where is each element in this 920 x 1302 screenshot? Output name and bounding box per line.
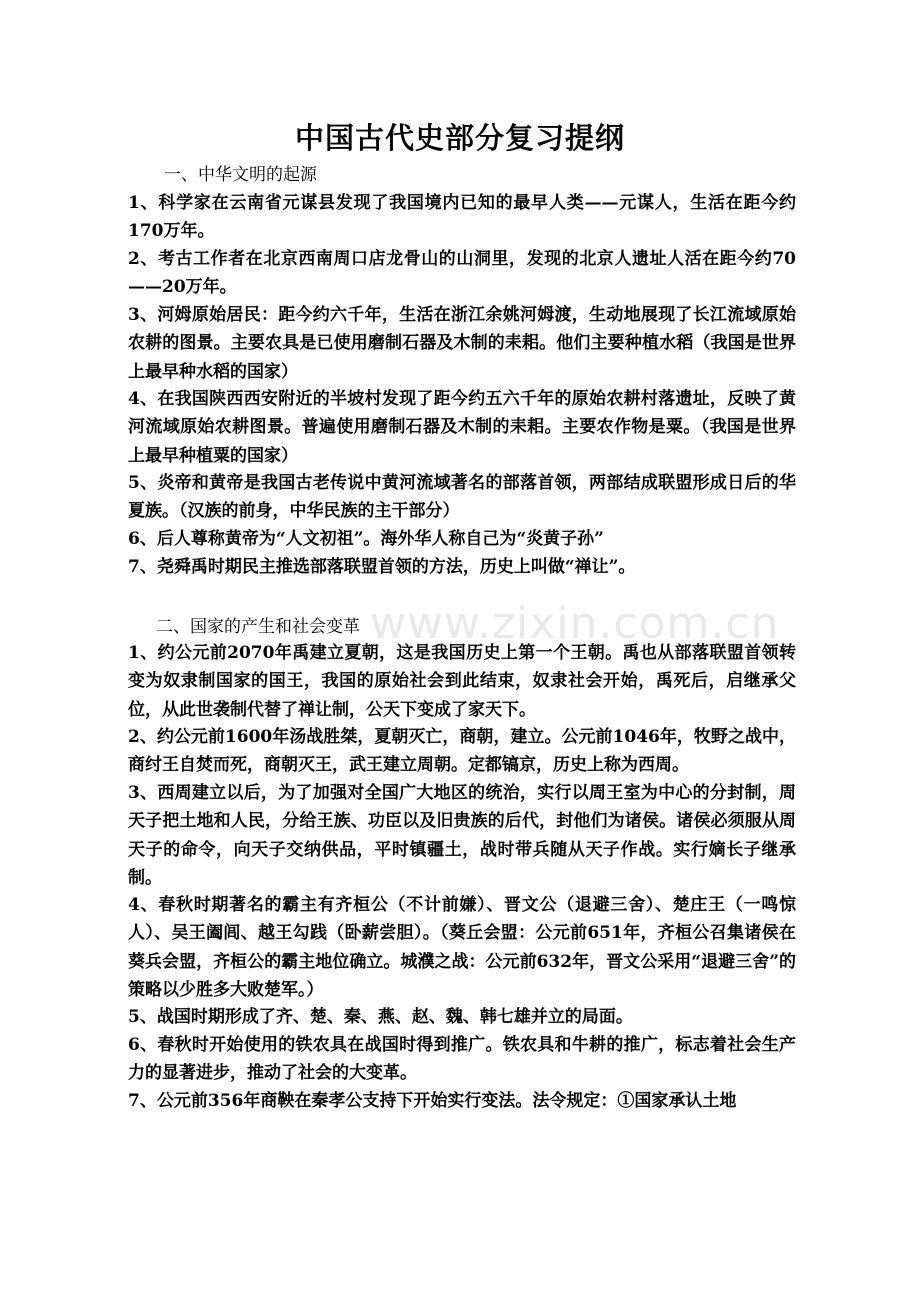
section-heading-state: 二、国家的产生和社会变革 bbox=[156, 617, 360, 637]
paragraph-1-6: 6、后人尊称黄帝为“人文初祖”。海外华人称自己为“炎黄子孙” bbox=[128, 529, 604, 549]
paragraph-1-4: 4、在我国陕西西安附近的半坡村发现了距今约五六千年的原始农耕村落遗址，反映了黄河流域原始农耕图景。普遍使用磨制石器及木制的耒耜。主要农作物是粟。（我国是世界上最早种植粟的国家） bbox=[128, 389, 796, 466]
paragraph-2-4: 4、春秋时期著名的霸主有齐桓公（不计前嫌）、晋文公（退避三舍）、楚庄王（一鸣惊人）、吴王阖闾、越王勾践（卧薪尝胆）。（葵丘会盟：公元前651年，齐桓公召集诸侯在葵兵会盟，齐桓公的霸主地位确立。城濮之战：公元前632年，晋文公采用“退避三舍”的策略以少胜多大败楚军。） bbox=[128, 895, 796, 1001]
paragraph-2-6: 6、春秋时开始使用的铁农具在战国时得到推广。铁农具和牛耕的推广，标志着社会生产力的显著进步，推动了社会的大变革。 bbox=[128, 1035, 796, 1084]
watermark: www.zixin.com.cn bbox=[370, 598, 780, 649]
paragraph-1-5: 5、炎帝和黄帝是我国古老传说中黄河流域著名的部落首领，两部结成联盟形成日后的华夏族。（汉族的前身，中华民族的主干部分） bbox=[128, 473, 796, 522]
paragraph-2-2: 2、约公元前1600年汤战胜桀，夏朝灭亡，商朝，建立。公元前1046年，牧野之战中，商纣王自焚而死，商朝灭王，武王建立周朝。定都镐京，历史上称为西周。 bbox=[128, 727, 796, 776]
paragraph-2-3: 3、西周建立以后，为了加强对全国广大地区的统治，实行以周王室为中心的分封制，周天子把土地和人民，分给王族、功臣以及旧贵族的后代，封他们为诸侯。诸侯必须服从周天子的命令，向天子交纳供品，平时镇疆土，战时带兵随从天子作战。实行嫡长子继承制。 bbox=[128, 783, 796, 889]
section-heading-origins: 一、中华文明的起源 bbox=[164, 165, 317, 185]
paragraph-1-2: 2、考古工作者在北京西南周口店龙骨山的山洞里，发现的北京人遗址人活在距今约70——20万年。 bbox=[128, 249, 796, 298]
paragraph-2-5: 5、战国时期形成了齐、楚、秦、燕、赵、魏、韩七雄并立的局面。 bbox=[128, 1007, 633, 1027]
paragraph-1-3: 3、河姆原始居民：距今约六千年，生活在浙江余姚河姆渡，生动地展现了长江流域原始农耕的图景。主要农具是已使用磨制石器及木制的耒耜。他们主要种植水稻（我国是世界上最早种水稻的国家） bbox=[128, 305, 796, 382]
paragraph-2-7: 7、公元前356年商鞅在秦孝公支持下开始实行变法。法令规定：①国家承认土地 bbox=[128, 1091, 737, 1111]
paragraph-1-1: 1、科学家在云南省元谋县发现了我国境内已知的最早人类——元谋人，生活在距今约170万年。 bbox=[128, 193, 796, 242]
page-title: 中国古代史部分复习提纲 bbox=[294, 121, 625, 155]
paragraph-2-1: 1、约公元前2070年禹建立夏朝，这是我国历史上第一个王朝。禹也从部落联盟首领转变为奴隶制国家的国王，我国的原始社会到此结束，奴隶社会开始，禹死后，启继承父位，从此世袭制代替了禅让制，公天下变成了家天下。 bbox=[128, 643, 796, 720]
paragraph-1-7: 7、尧舜禹时期民主推选部落联盟首领的方法，历史上叫做“禅让”。 bbox=[128, 557, 636, 577]
